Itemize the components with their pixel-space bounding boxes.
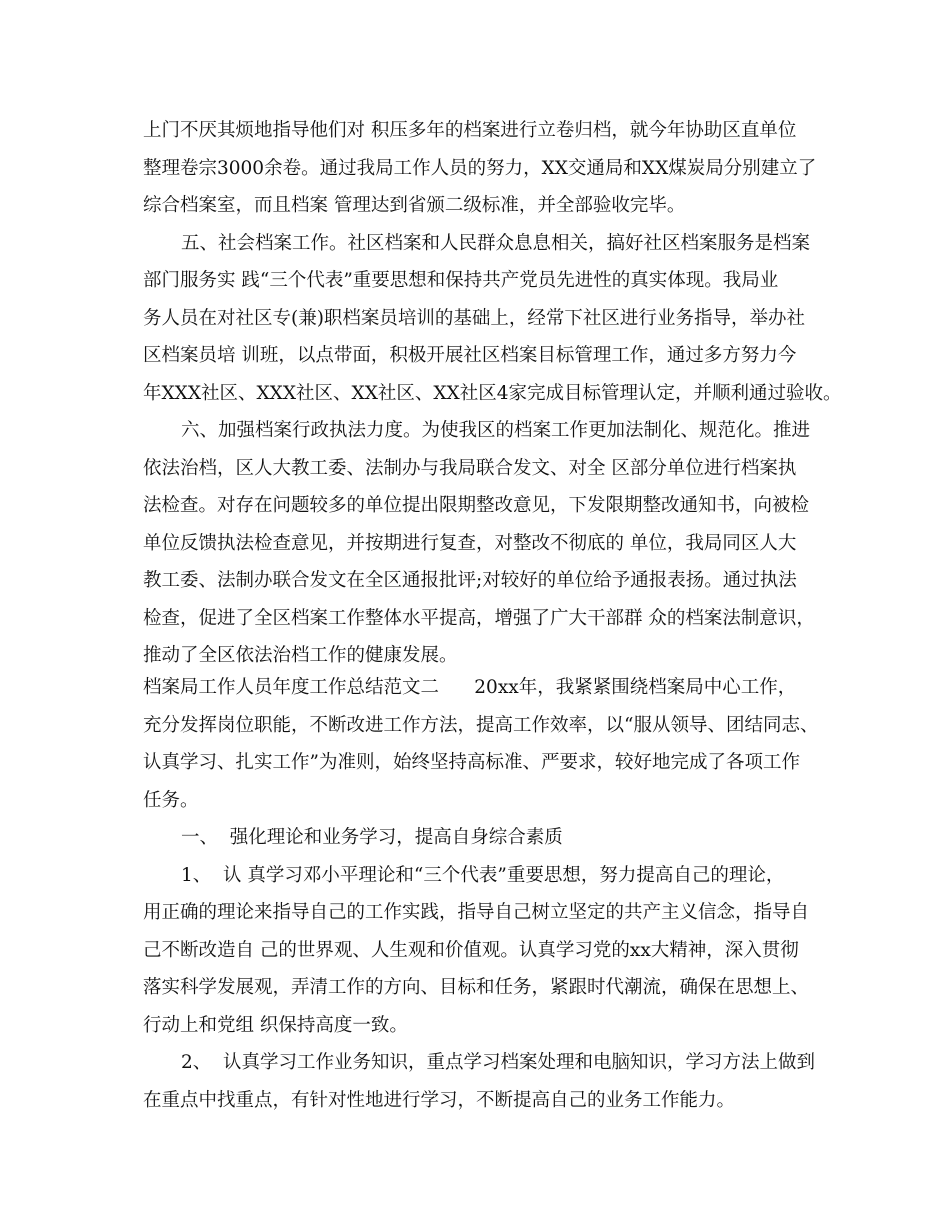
text-line: 区档案员培 训班，以点带面，积极开展社区档案目标管理工作，通过多方努力今 bbox=[143, 345, 797, 366]
section-heading: 一、 强化理论和业务学习，提高自身综合素质 bbox=[181, 827, 563, 848]
text-line: 推动了全区依法治档工作的健康发展。 bbox=[143, 645, 458, 666]
text-line: 在重点中找重点，有针对性地进行学习，不断提高自己的业务工作能力。 bbox=[143, 1090, 736, 1111]
text-line: 综合档案室，而且档案 管理达到省颁二级标准，并全部验收完毕。 bbox=[143, 195, 686, 216]
text-line: 任务。 bbox=[143, 790, 199, 811]
section-title-line: 档案局工作人员年度工作总结范文二 20xx年，我紧紧围绕档案局中心工作， bbox=[143, 677, 797, 698]
text-line: 部门服务实 践“三个代表”重要思想和保持共产党员先进性的真实体现。我局业 bbox=[143, 270, 779, 291]
text-line: 充分发挥岗位职能，不断改进工作方法，提高工作效率，以“服从领导、团结同志、 bbox=[143, 715, 819, 736]
text-line: 行动上和党组 织保持高度一致。 bbox=[143, 1015, 408, 1036]
text-line: 依法治档，区人大教工委、法制办与我局联合发文、对全 区部分单位进行档案执 bbox=[143, 458, 797, 479]
paragraph-start: 五、社会档案工作。社区档案和人民群众息息相关，搞好社区档案服务是档案 bbox=[181, 233, 811, 254]
text-line: 务人员在对社区专(兼)职档案员培训的基础上，经常下社区进行业务指导，举办社 bbox=[143, 308, 805, 329]
paragraph-start: 1、 认 真学习邓小平理论和“三个代表”重要思想，努力提高自己的理论， bbox=[181, 865, 785, 886]
text-line: 单位反馈执法检查意见，并按期进行复查，对整改不彻底的 单位，我局同区人大 bbox=[143, 533, 797, 554]
text-line: 法检查。对存在问题较多的单位提出限期整改意见，下发限期整改通知书，向被检 bbox=[143, 495, 810, 516]
text-line: 上门不厌其烦地指导他们对 积压多年的档案进行立卷归档，就今年协助区直单位 bbox=[143, 120, 797, 141]
text-line: 检查，促进了全区档案工作整体水平提高，增强了广大干部群 众的档案法制意识， bbox=[143, 608, 815, 629]
text-line: 教工委、法制办联合发文在全区通报批评;对较好的单位给予通报表扬。通过执法 bbox=[143, 570, 797, 591]
text-line: 整理卷宗3000余卷。通过我局工作人员的努力，XX交通局和XX煤炭局分别建立了 bbox=[143, 158, 817, 179]
text-line: 用正确的理论来指导自己的工作实践，指导自己树立坚定的共产主义信念，指导自 bbox=[143, 902, 810, 923]
text-line: 年XXX社区、XXX社区、XX社区、XX社区4家完成目标管理认定，并顺利通过验收。 bbox=[143, 383, 842, 404]
text-line: 落实科学发展观，弄清工作的方向、目标和任务，紧跟时代潮流，确保在思想上、 bbox=[143, 977, 810, 998]
text-line: 己不断改造自 己的世界观、人生观和价值观。认真学习党的xx大精神，深入贯彻 bbox=[143, 940, 799, 961]
text-line: 认真学习、扎实工作”为准则，始终坚持高标准、严要求，较好地完成了各项工作 bbox=[143, 752, 800, 773]
paragraph-start: 2、 认真学习工作业务知识，重点学习档案处理和电脑知识，学习方法上做到 bbox=[181, 1052, 816, 1073]
paragraph-start: 六、加强档案行政执法力度。为使我区的档案工作更加法制化、规范化。推进 bbox=[181, 420, 811, 441]
